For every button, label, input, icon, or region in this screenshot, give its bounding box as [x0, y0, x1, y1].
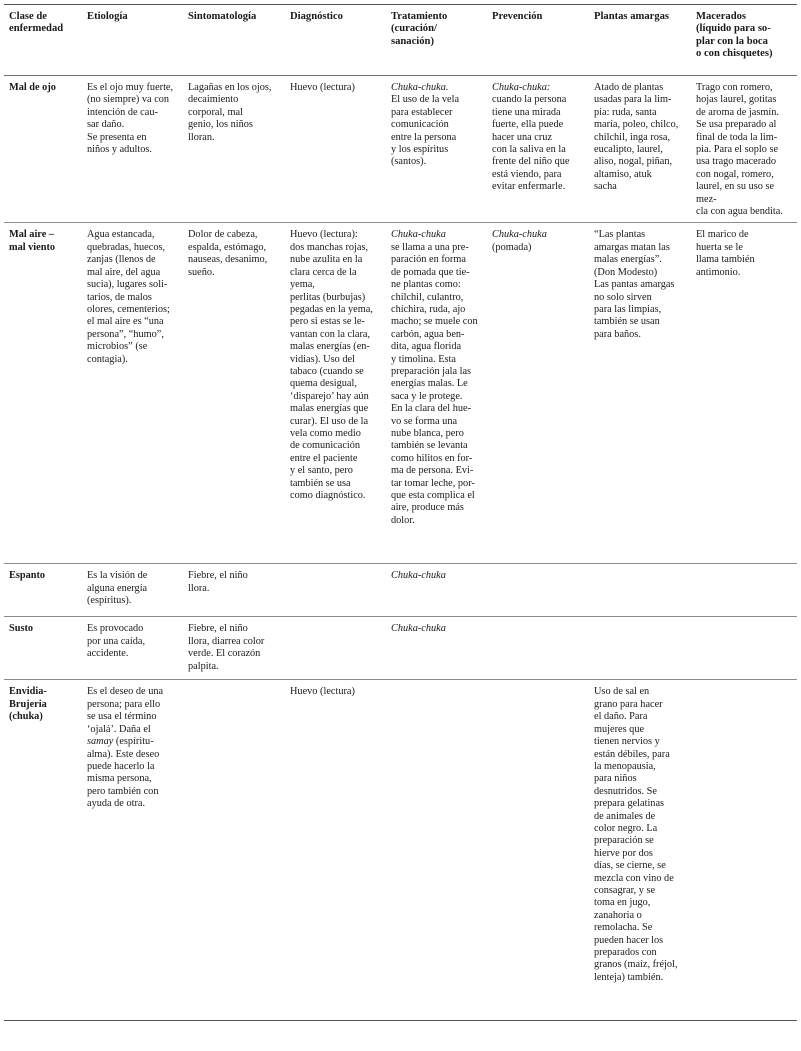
cell-text: Es el deseo de una persona; para ello se usa el término ‘ojalá’. Daña el — [87, 686, 164, 735]
cell-tratamiento — [386, 617, 487, 680]
disease-name: Susto — [4, 617, 82, 680]
table-row-mal-de-ojo — [4, 76, 797, 223]
cell-tratamiento — [386, 76, 487, 223]
italic-term: Chuka-chuka — [391, 229, 446, 241]
cell-prevencion — [487, 76, 589, 223]
cell-text: El uso de la vela para establecer comunicación entre la persona y los espíritus (santos). — [391, 94, 460, 168]
table-row-envidia-brujeria — [4, 680, 797, 1021]
header-diagnostico: Diagnóstico — [285, 5, 386, 76]
italic-term: Chuka-chuka. — [391, 82, 449, 93]
cell-prevencion — [487, 617, 589, 680]
cell-text: cuando la persona tiene una mirada fuerte, ella puede hacer una cruz con la saliva en la frente del niño que está viendo, para evitar enfermarle. — [492, 94, 570, 193]
table-row-mal-aire — [4, 223, 797, 564]
cell-text: (pomada) — [492, 241, 532, 253]
cell-sintomatologia — [183, 680, 285, 1021]
cell-macerados — [691, 564, 797, 617]
header-plantas: Plantas amargas — [589, 5, 691, 76]
table-row-susto — [4, 617, 797, 680]
cell-macerados — [691, 617, 797, 680]
cell-diagnostico — [285, 564, 386, 617]
table-row-espanto — [4, 564, 797, 617]
cell-sintomatologia: Dolor de cabeza, espalda, estómago, nauseas, desanimo, sueño. — [183, 223, 285, 564]
cell-diagnostico: Huevo (lectura): dos manchas rojas, nube azulita en la clara cerca de la yema, perlitas (burbujas) pegadas en la yema, pero si estas se le- vantan con la clara, malas energías (en- vidias). Uso del tabaco (cuando se quema desigual, ‘disparejo’ hay aún malas energías que curar). El uso de la vela como medio de comunicación entre el paciente y el santo, pero también se usa como diagnóstico. — [285, 223, 386, 564]
italic-term: Chuka-chuka — [391, 570, 446, 582]
italic-term: Chuka-chuka: — [492, 82, 551, 93]
cell-etiologia: Es el ojo muy fuerte, (no siempre) va con intención de cau- sar daño. Se presenta en niños y adultos. — [82, 76, 183, 223]
cell-plantas — [589, 617, 691, 680]
cell-tratamiento — [386, 223, 487, 564]
cell-sintomatologia: Fiebre, el niño llora, diarrea color verde. El corazón palpita. — [183, 617, 285, 680]
italic-term: Chuka-chuka — [391, 623, 446, 635]
header-clase: Clase de enfermedad — [4, 5, 82, 76]
cell-etiologia: Es provocado por una caída, accidente. — [82, 617, 183, 680]
cell-plantas: Atado de plantas usadas para la lim- pia: ruda, santa maría, poleo, chilco, chilchil, inga rosa, eucalipto, laurel, aliso, nogal, piñan, altamiso, atuk sacha — [589, 76, 691, 223]
cell-prevencion — [487, 564, 589, 617]
cell-macerados — [691, 680, 797, 1021]
header-tratamiento: Tratamiento (curación/ sanación) — [386, 5, 487, 76]
cell-etiologia: Es la visión de alguna energía (espíritus). — [82, 564, 183, 617]
cell-text: se llama a una pre- paración en forma de pomada que tie- ne plantas como: chilchil, culantro, chíchira, ruda, ajo macho; se muele con carbón, agua ben- dita, agua florida y timolina. Esta preparación jala las energías malas. Le saca y le protege. En la clara del hue- vo se forma una nube blanca, pero también se levanta como hilitos en for- ma de persona. Evi- tar tomar leche, por- que esta complica el aire, produce más dolor. — [391, 241, 478, 526]
cell-diagnostico: Huevo (lectura) — [285, 76, 386, 223]
header-macerados: Macerados (líquido para so- plar con la boca o con chisquetes) — [691, 5, 797, 76]
italic-term: samay — [87, 736, 114, 748]
cell-prevencion — [487, 680, 589, 1021]
disease-name: Mal de ojo — [4, 76, 82, 223]
italic-term: Chuka-chuka — [492, 229, 547, 241]
cell-tratamiento — [386, 564, 487, 617]
header-sintomatologia: Sintomatología — [183, 5, 285, 76]
disease-table — [4, 4, 797, 1021]
cell-plantas: “Las plantas amargas matan las malas energías”. (Don Modesto) Las pantas amargas no solo sirven para las limpias, también se usan para baños. — [589, 223, 691, 564]
cell-etiologia: Agua estancada, quebradas, huecos, zanjas (llenos de mal aire, del agua sucia), lugares soli- tarios, de malos olores, cementerios; el mal aire es “una persona”, “humo”, microbios” (se contagia). — [82, 223, 183, 564]
disease-name: Espanto — [4, 564, 82, 617]
document-page — [4, 4, 797, 1047]
cell-sintomatologia: Fiebre, el niño llora. — [183, 564, 285, 617]
cell-tratamiento — [386, 680, 487, 1021]
table-header-row — [4, 5, 797, 76]
cell-plantas — [589, 564, 691, 617]
cell-plantas: Uso de sal en grano para hacer el daño. Para mujeres que tienen nervios y están débiles, para la menopausia, para niños desnutridos. Se prepara gelatinas de animales de color negro. La preparación se hierve por dos días, se cierne, se mezcla con vino de consagrar, y se toma en jugo, zanahoria o remolacha. Se pueden hacer los preparados con granos (maíz, fréjol, lenteja) también. — [589, 680, 691, 1021]
cell-etiologia — [82, 680, 183, 1021]
cell-diagnostico: Huevo (lectura) — [285, 680, 386, 1021]
cell-sintomatologia: Lagañas en los ojos, decaimiento corporal, mal genio, los niños lloran. — [183, 76, 285, 223]
header-etiologia: Etiología — [82, 5, 183, 76]
header-prevencion: Prevención — [487, 5, 589, 76]
disease-name: Mal aire – mal viento — [4, 223, 82, 564]
cell-diagnostico — [285, 617, 386, 680]
cell-macerados: Trago con romero, hojas laurel, gotitas de aroma de jasmín. Se usa preparado al final de toda la lim- pia. Para el soplo se usa trago macerado con nogal, romero, laurel, en su uso se mez- cla con agua bendita. — [691, 76, 797, 223]
cell-text: (espíritu- alma). Este deseo puede hacerlo la misma persona, pero también con ayuda de otra. — [87, 736, 160, 810]
disease-name: Envidia- Brujeria (chuka) — [4, 680, 82, 1021]
cell-prevencion — [487, 223, 589, 564]
cell-macerados: El marico de huerta se le llama también antimonio. — [691, 223, 797, 564]
